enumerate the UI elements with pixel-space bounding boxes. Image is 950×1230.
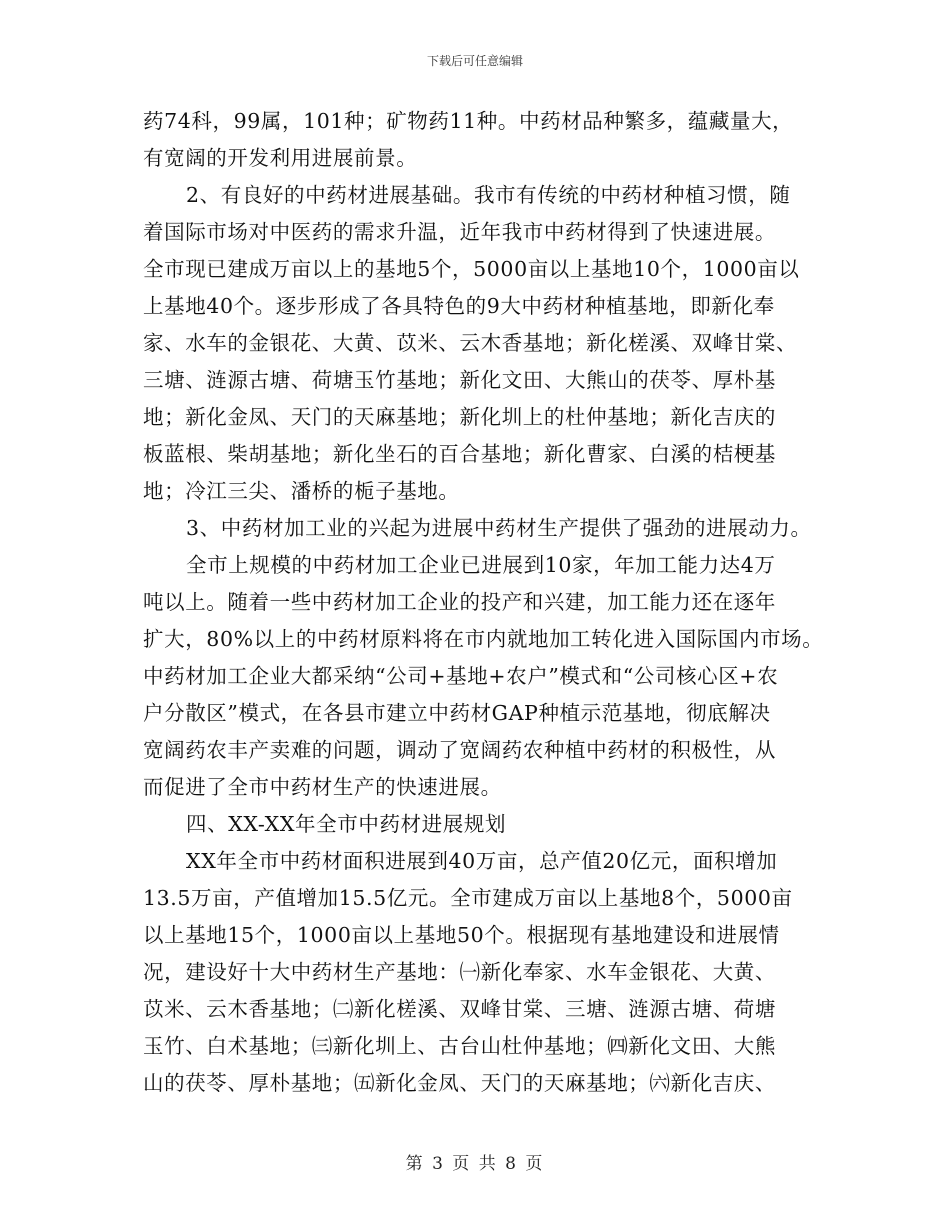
- text-line: 吨以上。随着一些中药材加工企业的投产和兴建，加工能力还在逐年: [143, 590, 776, 614]
- section-heading: 四、XX-XX年全市中药材进展规划: [186, 812, 507, 836]
- text-line: 地；冷江三尖、潘桥的栀子基地。: [143, 479, 460, 503]
- page-number: 第 3 页 共 8 页: [405, 1154, 545, 1174]
- text-line: 2、有良好的中药材进展基础。我市有传统的中药材种植习惯，随: [186, 183, 791, 207]
- text-line: 况，建设好十大中药材生产基地：㈠新化奉家、水车金银花、大黄、: [143, 960, 776, 984]
- text-line: 山的茯苓、厚朴基地；㈤新化金凤、天门的天麻基地；㈥新化吉庆、: [143, 1071, 776, 1095]
- text-line: 13.5万亩，产值增加15.5亿元。全市建成万亩以上基地8个，5000亩: [143, 886, 793, 910]
- text-line: 上基地40个。逐步形成了各具特色的9大中药材种植基地，即新化奉: [143, 294, 775, 318]
- text-line: 而促进了全市中药材生产的快速进展。: [143, 775, 502, 799]
- document-body: [143, 103, 823, 1102]
- text-line: 有宽阔的开发利用进展前景。: [143, 146, 418, 170]
- text-line: 三塘、涟源古塘、荷塘玉竹基地；新化文田、大熊山的茯苓、厚朴基: [143, 368, 776, 392]
- text-line: 板蓝根、柴胡基地；新化坐石的百合基地；新化曹家、白溪的桔梗基: [143, 442, 776, 466]
- text-line: 着国际市场对中医药的需求升温，近年我市中药材得到了快速进展。: [143, 220, 776, 244]
- text-line: 苡米、云木香基地；㈡新化槎溪、双峰甘棠、三塘、涟源古塘、荷塘: [143, 997, 776, 1021]
- text-line: 以上基地15个，1000亩以上基地50个。根据现有基地建设和进展情: [143, 923, 780, 947]
- text-line: 扩大，80%以上的中药材原料将在市内就地加工转化进入国际国内市场。: [143, 627, 824, 651]
- text-line: 全市现已建成万亩以上的基地5个，5000亩以上基地10个，1000亩以: [143, 257, 800, 281]
- text-line: 中药材加工企业大都采纳“公司+基地+农户”模式和“公司核心区+农: [143, 664, 779, 688]
- text-line: 玉竹、白术基地；㈢新化圳上、古台山杜仲基地；㈣新化文田、大熊: [143, 1034, 776, 1058]
- text-line: 宽阔药农丰产卖难的问题，调动了宽阔药农种植中药材的积极性，从: [143, 738, 776, 762]
- text-line: 药74科，99属，101种；矿物药11种。中药材品种繁多，蕴藏量大，: [143, 109, 794, 133]
- text-line: 全市上规模的中药材加工企业已进展到10家，年加工能力达4万: [186, 553, 776, 577]
- text-line: 3、中药材加工业的兴起为进展中药材生产提供了强劲的进展动力。: [186, 516, 812, 540]
- text-line: 户分散区”模式，在各县市建立中药材GAP种植示范基地，彻底解决: [143, 701, 771, 725]
- text-line: XX年全市中药材面积进展到40万亩，总产值20亿元，面积增加: [186, 849, 778, 873]
- page-header: 下载后可任意编辑: [426, 54, 523, 68]
- text-line: 家、水车的金银花、大黄、苡米、云木香基地；新化槎溪、双峰甘棠、: [143, 331, 798, 355]
- text-line: 地；新化金凤、天门的天麻基地；新化圳上的杜仲基地；新化吉庆的: [143, 405, 776, 429]
